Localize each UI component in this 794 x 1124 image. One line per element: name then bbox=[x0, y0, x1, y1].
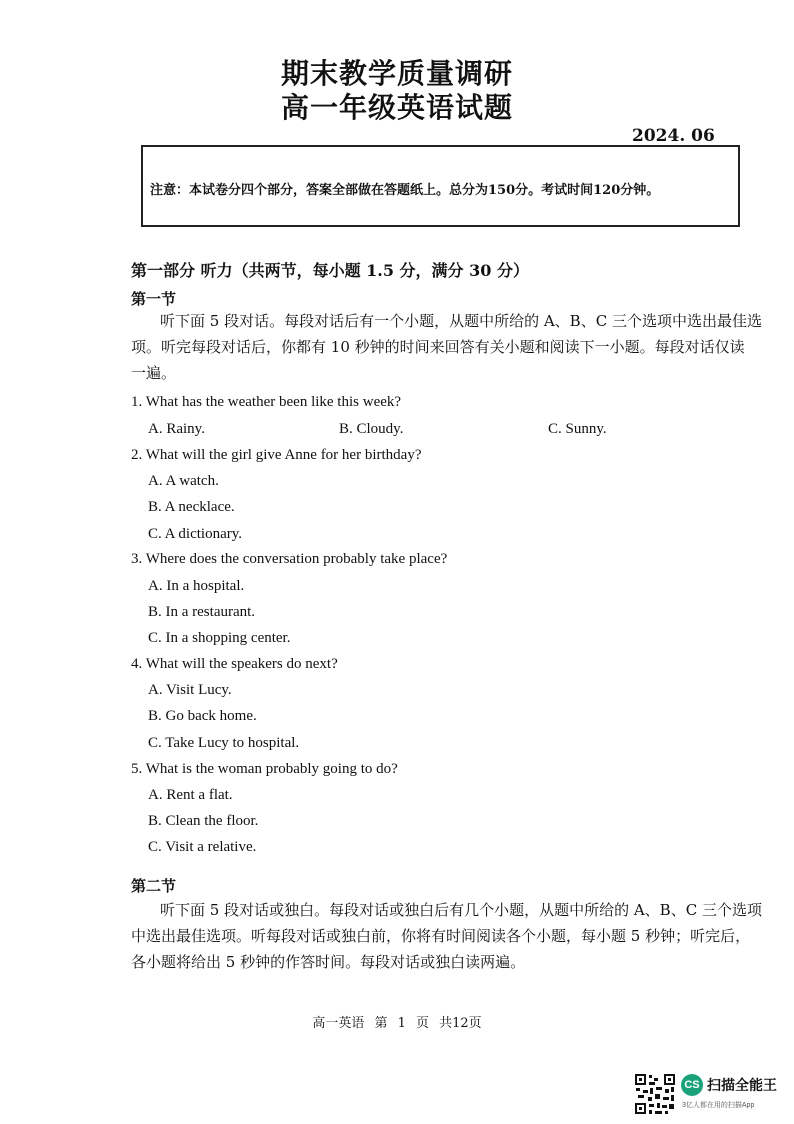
section2-heading: 第二节 bbox=[131, 877, 177, 895]
page-footer: 高一英语 第 1 页 共12页 bbox=[312, 1016, 482, 1031]
camscanner-name: 扫描全能王 bbox=[707, 1077, 777, 1093]
question-1-stem: 1. What has the weather been like this week? bbox=[131, 394, 402, 410]
section1-heading: 第一节 bbox=[131, 290, 177, 308]
question-5-option-a: A. Rent a flat. bbox=[148, 787, 233, 803]
question-1-option-a: A. Rainy. bbox=[148, 421, 205, 437]
question-5-option-b: B. Clean the floor. bbox=[148, 813, 259, 829]
part1-heading: 第一部分 听力（共两节，每小题 1.5 分，满分 30 分） bbox=[131, 261, 529, 280]
question-2-option-a: A. A watch. bbox=[148, 473, 219, 489]
question-5-option-c: C. Visit a relative. bbox=[148, 839, 257, 855]
exam-title-line1: 期末教学质量调研 bbox=[280, 57, 513, 90]
section2-instruction-line1: 听下面 5 段对话或独白。每段对话或独白后有几个小题，从题中所给的 A、B、C 三个选项 bbox=[160, 901, 762, 919]
section1-instruction-line1: 听下面 5 段对话。每段对话后有一个小题，从题中所给的 A、B、C 三个选项中选出最佳选 bbox=[160, 312, 762, 330]
question-3-stem: 3. Where does the conversation probably take place? bbox=[131, 551, 448, 567]
question-2-stem: 2. What will the girl give Anne for her birthday? bbox=[131, 447, 422, 463]
camscanner-logo-icon: CS bbox=[681, 1074, 703, 1096]
section2-instruction-line2: 中选出最佳选项。听每段对话或独白前，你将有时间阅读各个小题，每小题 5 秒钟；听完后， bbox=[131, 927, 751, 945]
section2-instruction-line3: 各小题将给出 5 秒钟的作答时间。每段对话或独白读两遍。 bbox=[131, 953, 526, 971]
question-2-option-b: B. A necklace. bbox=[148, 499, 235, 515]
section1-instruction-line2: 项。听完每段对话后，你都有 10 秒钟的时间来回答有关小题和阅读下一小题。每段对话仅读 bbox=[131, 338, 745, 356]
question-5-stem: 5. What is the woman probably going to do? bbox=[131, 761, 398, 777]
question-2-option-c: C. A dictionary. bbox=[148, 526, 243, 542]
exam-title-line2: 高一年级英语试题 bbox=[280, 91, 513, 124]
question-3-option-b: B. In a restaurant. bbox=[148, 604, 256, 620]
camscanner-tagline: 3亿人都在用的扫描App bbox=[682, 1102, 755, 1109]
notice-text: 注意：本试卷分四个部分，答案全部做在答题纸上。总分为150分。考试时间120分钟。 bbox=[150, 183, 660, 198]
question-3-option-c: C. In a shopping center. bbox=[148, 630, 291, 646]
qr-code-icon bbox=[634, 1073, 676, 1115]
question-3-option-a: A. In a hospital. bbox=[148, 578, 245, 594]
question-4-option-b: B. Go back home. bbox=[148, 708, 257, 724]
section1-instruction-line3: 一遍。 bbox=[131, 364, 177, 382]
question-4-option-a: A. Visit Lucy. bbox=[148, 682, 232, 698]
question-4-option-c: C. Take Lucy to hospital. bbox=[148, 735, 300, 751]
question-1-option-b: B. Cloudy. bbox=[339, 421, 404, 437]
question-1-option-c: C. Sunny. bbox=[548, 421, 607, 437]
question-4-stem: 4. What will the speakers do next? bbox=[131, 656, 338, 672]
exam-date: 2024. 06 bbox=[632, 126, 715, 146]
